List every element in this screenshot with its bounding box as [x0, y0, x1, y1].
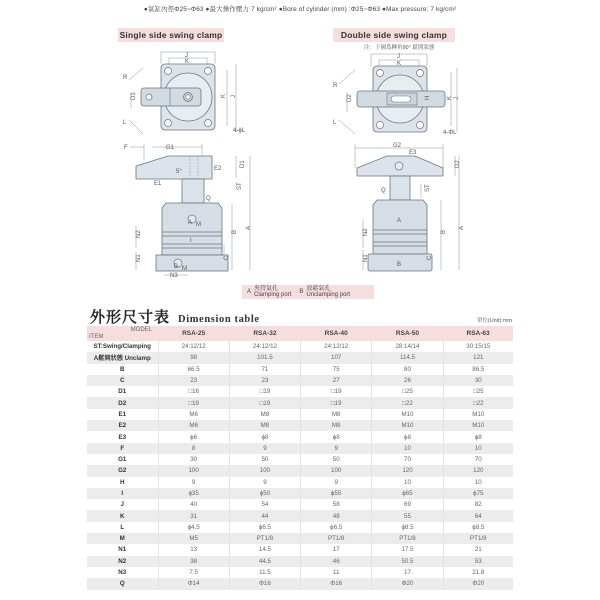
table-row	[87, 556, 513, 567]
svg-text:H: H	[425, 95, 431, 100]
svg-text:M: M	[182, 266, 187, 272]
unclamping-port-letter: B	[299, 289, 304, 295]
cell-value: M10	[443, 420, 513, 431]
table-row	[87, 522, 513, 533]
cell-value: 101.5	[229, 352, 300, 363]
spec-summary: ●氣缸內徑Φ25~Φ63 ●最大操作壓力 7 kg/cm² ●Bore of cylinder (mm) :Φ25~Φ63 ●Max pressure: 7 kg/cm²	[143, 6, 457, 13]
cell-value: 24:12/12	[301, 341, 372, 352]
double-clamp-top-view	[325, 50, 475, 140]
cell-value: M8	[229, 409, 300, 420]
cell-value: 120	[372, 465, 443, 476]
model-header: RSA-25	[182, 330, 206, 337]
table-row	[87, 510, 513, 521]
cell-value: PT1/8	[229, 533, 300, 544]
svg-text:D1: D1	[131, 92, 137, 100]
row-item-label: M	[119, 535, 125, 543]
table-title-en: Dimension table	[178, 314, 260, 325]
cell-value: 100	[301, 465, 372, 476]
cell-value: Φ20	[443, 578, 513, 589]
svg-text:L: L	[123, 120, 127, 126]
svg-text:R: R	[333, 83, 338, 89]
row-item-label: D2	[118, 399, 127, 407]
svg-text:N2: N2	[136, 230, 142, 238]
row-item-label: N3	[118, 569, 127, 577]
svg-text:F: F	[124, 145, 128, 151]
cell-value: ϕ6.5	[301, 522, 372, 533]
cell-value: 71	[229, 364, 300, 375]
cell-value: 11	[301, 567, 372, 578]
cell-value: □19	[229, 397, 300, 408]
port-legend	[242, 285, 374, 299]
svg-text:B: B	[232, 229, 238, 234]
row-item-label: D1	[118, 388, 127, 396]
cell-value: ϕ8	[443, 431, 513, 442]
svg-text:L: L	[333, 120, 337, 126]
cell-value: 9	[229, 443, 300, 454]
clamping-port-zh: 夾持氣孔	[254, 286, 279, 292]
svg-text:R: R	[123, 75, 128, 81]
svg-text:N1: N1	[363, 254, 369, 262]
cell-value: 21	[443, 544, 513, 555]
cell-value: 64	[443, 510, 513, 521]
svg-text:J: J	[185, 53, 188, 59]
cell-value: 23	[158, 375, 229, 386]
cell-value: Φ16	[301, 578, 372, 589]
clamping-port-letter: A	[247, 289, 252, 295]
cell-value: 11.5	[229, 567, 300, 578]
cell-value: 107	[301, 352, 372, 363]
svg-text:K: K	[185, 59, 190, 65]
table-row	[87, 409, 513, 420]
cell-value: 10	[372, 443, 443, 454]
cell-value: 10	[443, 443, 513, 454]
cell-value: 13	[158, 544, 229, 555]
row-item-label: B	[120, 365, 125, 373]
model-header: RSA-40	[324, 330, 348, 337]
table-row	[87, 386, 513, 397]
single-clamp-front-view	[120, 140, 260, 285]
cell-value: Φ20	[372, 578, 443, 589]
svg-text:D2: D2	[347, 94, 353, 102]
svg-text:C: C	[427, 255, 433, 260]
row-item-label: A鬆開狀態 Unclamp	[93, 355, 151, 363]
table-title-zh: 外形尺寸表	[90, 308, 171, 326]
cell-value: 9	[229, 477, 300, 488]
svg-text:D1: D1	[240, 160, 246, 168]
table-row	[87, 477, 513, 488]
model-label: MODEL	[130, 327, 152, 333]
cell-value: 30:15/15	[443, 341, 513, 352]
table-row	[87, 533, 513, 544]
cell-value: 54	[229, 499, 300, 510]
cell-value: ϕ8	[301, 431, 372, 442]
cell-value: 50	[229, 454, 300, 465]
svg-text:A: A	[188, 220, 193, 226]
svg-text:ST: ST	[425, 184, 431, 192]
cell-value: PT1/8	[301, 533, 372, 544]
model-header: RSA-32	[253, 330, 277, 337]
cell-value: M8	[301, 420, 372, 431]
cell-value: ϕ50	[229, 488, 300, 499]
row-item-label: I	[121, 490, 124, 497]
cell-value: 48	[301, 510, 372, 521]
cell-value: ϕ8	[229, 431, 300, 442]
cell-value: 50	[301, 454, 372, 465]
model-header: RSA-63	[466, 330, 490, 337]
cell-value: 24:12/12	[229, 341, 300, 352]
cell-value: 80	[372, 364, 443, 375]
svg-text:E3: E3	[409, 150, 417, 156]
svg-text:I: I	[190, 238, 192, 244]
svg-text:D2: D2	[455, 160, 461, 168]
cell-value: 26	[372, 375, 443, 386]
table-row	[87, 341, 513, 352]
double-clamp-note: 注：下圖爲轉角90° 鬆開狀態	[364, 45, 435, 51]
table-row	[87, 443, 513, 454]
svg-text:Q: Q	[381, 188, 386, 194]
cell-value: 30	[443, 375, 513, 386]
cell-value: ϕ8.5	[443, 522, 513, 533]
cell-value: ϕ8.5	[372, 522, 443, 533]
row-item-label: E3	[118, 433, 127, 441]
svg-text:5°: 5°	[176, 169, 182, 175]
cell-value: M10	[443, 409, 513, 420]
table-row	[87, 431, 513, 442]
row-item-label: C	[120, 377, 125, 385]
cell-value: PT1/8	[443, 533, 513, 544]
cell-value: 66.5	[158, 364, 229, 375]
cell-value: ϕ6.5	[229, 522, 300, 533]
row-item-label: L	[120, 523, 125, 531]
cell-value: 14.5	[229, 544, 300, 555]
table-row	[87, 364, 513, 375]
cell-value: 24:12/12	[158, 341, 229, 352]
cell-value: □22	[372, 397, 443, 408]
cell-value: 21.8	[443, 567, 513, 578]
item-label: ITEM	[89, 334, 104, 340]
svg-text:N1: N1	[136, 254, 142, 262]
cell-value: 120	[443, 465, 513, 476]
table-row	[87, 499, 513, 510]
unclamping-port-legend	[299, 286, 350, 298]
svg-text:C: C	[224, 255, 230, 260]
unclamping-port-en: Unclamping port	[306, 292, 351, 298]
clamping-port-en: Clamping port	[254, 292, 292, 298]
cell-value: Φ14	[158, 578, 229, 589]
cell-value: 53	[443, 556, 513, 567]
cell-value: 70	[372, 454, 443, 465]
cell-value: 50.5	[372, 556, 443, 567]
single-clamp-title: Single side swing clamp	[119, 30, 223, 40]
svg-text:J: J	[231, 95, 237, 98]
cell-value: 69	[372, 499, 443, 510]
row-item-label: E1	[118, 410, 127, 418]
table-row	[87, 397, 513, 408]
cell-value: 70	[443, 454, 513, 465]
cell-value: ϕ55	[301, 488, 372, 499]
row-item-label: K	[120, 512, 125, 520]
svg-text:E1: E1	[154, 181, 162, 187]
cell-value: □19	[158, 397, 229, 408]
cell-value: ϕ75	[443, 488, 513, 499]
table-row	[87, 544, 513, 555]
cell-value: 98	[158, 352, 229, 363]
cell-value: M5	[158, 533, 229, 544]
table-row	[87, 488, 513, 499]
row-item-label: G1	[118, 456, 127, 464]
cell-value: 114.5	[372, 352, 443, 363]
table-row	[87, 465, 513, 476]
unclamping-port-zh: 放鬆氣孔	[306, 286, 331, 292]
cell-value: 17	[301, 544, 372, 555]
svg-text:J: J	[454, 97, 460, 100]
table-row	[87, 567, 513, 578]
cell-value: 10	[443, 477, 513, 488]
single-clamp-top-view	[115, 50, 255, 140]
cell-value: 28:14/14	[372, 341, 443, 352]
cell-value: M6	[158, 420, 229, 431]
svg-text:A: A	[246, 225, 252, 230]
cell-value: ϕ35	[158, 488, 229, 499]
dimension-table	[87, 326, 513, 590]
cell-value: 10	[372, 477, 443, 488]
cell-value: 17.5	[372, 544, 443, 555]
cell-value: PT1/8	[372, 533, 443, 544]
cell-value: 23	[229, 375, 300, 386]
cell-value: 121	[443, 352, 513, 363]
clamping-port-legend	[247, 286, 291, 298]
svg-text:B: B	[397, 262, 402, 268]
cell-value: 38	[158, 556, 229, 567]
cell-value: 27	[301, 375, 372, 386]
row-item-label: N2	[118, 557, 127, 565]
cell-value: ϕ65	[372, 488, 443, 499]
cell-value: □25	[443, 386, 513, 397]
table-row	[87, 578, 513, 589]
cell-value: 44.5	[229, 556, 300, 567]
svg-text:B: B	[441, 229, 447, 234]
svg-text:E2: E2	[214, 166, 222, 172]
header-corner	[87, 326, 158, 341]
cell-value: 100	[229, 465, 300, 476]
cell-value: 58	[301, 499, 372, 510]
unit-label: 單位(Unit):mm	[476, 318, 512, 324]
cell-value: 75	[301, 364, 372, 375]
svg-text:G1: G1	[166, 145, 175, 151]
cell-value: 17	[372, 567, 443, 578]
cell-value: 46	[301, 556, 372, 567]
row-item-label: N1	[118, 546, 127, 554]
svg-text:M: M	[196, 222, 201, 228]
svg-text:K: K	[447, 95, 453, 100]
svg-text:N2: N2	[363, 228, 369, 236]
cell-value: 31	[158, 510, 229, 521]
model-header: RSA-50	[395, 330, 420, 337]
cell-value: 55	[372, 510, 443, 521]
double-clamp-title: Double side swing clamp	[333, 28, 455, 42]
row-item-label: Q	[119, 580, 125, 588]
svg-text:N3: N3	[170, 273, 178, 279]
table-row	[87, 454, 513, 465]
cell-value: 9	[301, 477, 372, 488]
cell-value: 8	[158, 443, 229, 454]
cell-value: M8	[301, 409, 372, 420]
double-clamp-front-view	[335, 140, 485, 285]
cell-value: M10	[372, 409, 443, 420]
svg-text:4-ΦL: 4-ΦL	[443, 130, 457, 136]
cell-value: □19	[229, 386, 300, 397]
cell-value: Φ16	[229, 578, 300, 589]
svg-text:4-ϕL: 4-ϕL	[233, 128, 246, 134]
svg-text:ST: ST	[237, 182, 243, 190]
cell-value: 82	[443, 499, 513, 510]
cell-value: 9	[301, 443, 372, 454]
cell-value: □19	[301, 397, 372, 408]
row-item-label: J	[120, 501, 124, 509]
cell-value: ϕ8	[372, 431, 443, 442]
table-row	[87, 375, 513, 386]
svg-text:K: K	[221, 93, 227, 98]
cell-value: ϕ6	[158, 431, 229, 442]
svg-text:Q: Q	[206, 196, 211, 202]
svg-text:G2: G2	[393, 143, 402, 149]
cell-value: M6	[158, 409, 229, 420]
svg-text:B: B	[174, 264, 179, 270]
table-header-row	[87, 326, 513, 341]
cell-value: 40	[158, 499, 229, 510]
cell-value: 44	[229, 510, 300, 521]
cell-value: 86.5	[443, 364, 513, 375]
cell-value: M8	[229, 420, 300, 431]
cell-value: □25	[372, 386, 443, 397]
cell-value: 9	[158, 477, 229, 488]
row-item-label: G2	[118, 467, 127, 475]
cell-value: 7.5	[158, 567, 229, 578]
cell-value: M10	[372, 420, 443, 431]
row-item-label: H	[120, 478, 125, 486]
cell-value: □22	[443, 397, 513, 408]
svg-text:K: K	[397, 61, 402, 67]
cell-value: □16	[158, 386, 229, 397]
cell-value: 100	[158, 465, 229, 476]
cell-value: 30	[158, 454, 229, 465]
row-item-label: ST:Swing/Clamping	[93, 343, 151, 351]
cell-value: ϕ4.5	[158, 522, 229, 533]
table-row	[87, 420, 513, 431]
table-row	[87, 352, 513, 363]
row-item-label: F	[120, 444, 125, 452]
cell-value: □19	[301, 386, 372, 397]
svg-text:A: A	[397, 218, 402, 224]
svg-text:J: J	[397, 54, 400, 60]
row-item-label: E2	[118, 422, 127, 430]
table-title	[90, 306, 260, 327]
svg-text:A: A	[459, 225, 465, 230]
